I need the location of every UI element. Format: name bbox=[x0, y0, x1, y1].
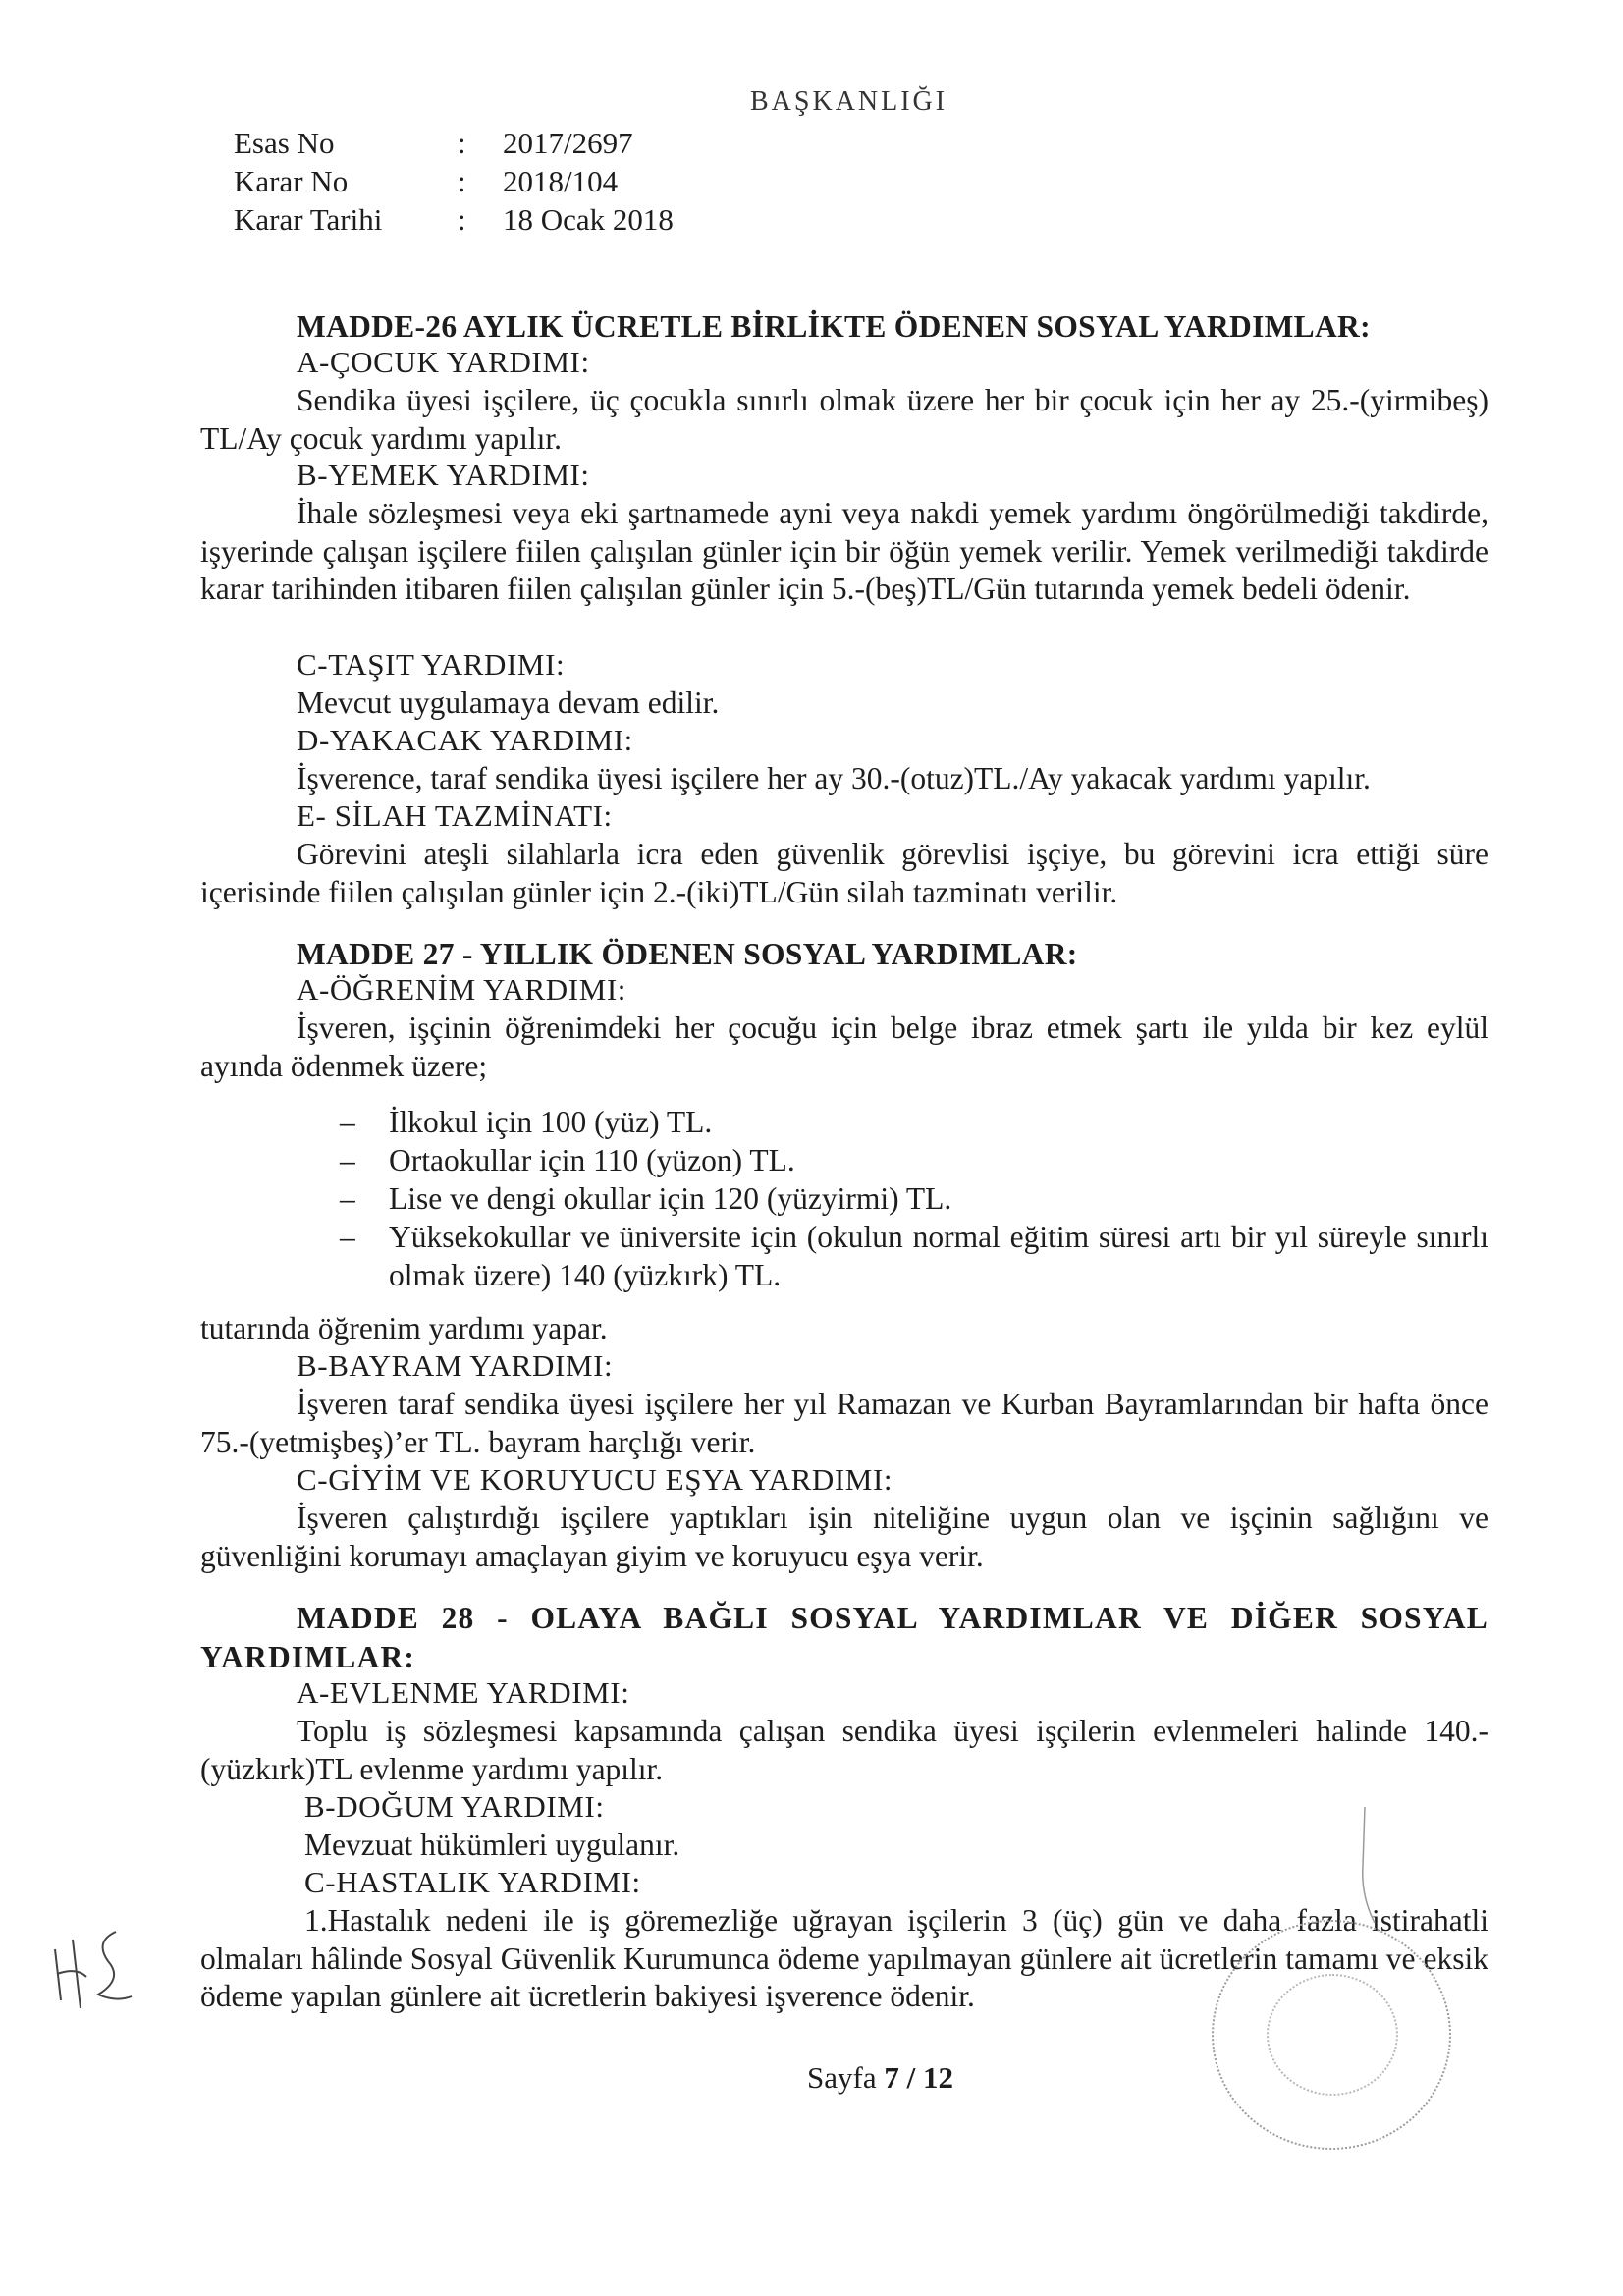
list-item bbox=[340, 1142, 1488, 1181]
madde26-c-text: Mevcut uygulamaya devam edilir. bbox=[297, 685, 720, 720]
list-item-text: Yüksekokullar ve üniversite için (okulun normal eğitim süresi artı bir yıl süreyle sınırlı olmak üzere) 140 (yüzkırk) TL. bbox=[389, 1220, 1488, 1292]
page-number bbox=[807, 2060, 953, 2096]
official-stamp-inner bbox=[1267, 1974, 1398, 2096]
madde27-a-text-content: İşveren, işçinin öğrenimdeki her çocuğu için belge ibraz etmek şartı ile yılda bir kez eylül ayında ödenmek üzere; bbox=[200, 1011, 1488, 1083]
madde28-a-title: A-EVLENME YARDIMI: bbox=[297, 1675, 630, 1710]
madde27-c-text bbox=[200, 1500, 1488, 1575]
list-dash: – bbox=[340, 1220, 355, 1254]
karar-row bbox=[234, 162, 744, 201]
tarih-colon: : bbox=[458, 202, 466, 237]
esas-label: Esas No bbox=[234, 126, 335, 160]
page-current: 7 bbox=[884, 2060, 899, 2095]
madde26-e-text-content: Görevini ateşli silahlarla icra eden güvenlik görevlisi işçiye, bu görevini icra ettiği süre içerisinde fiilen çalışılan günler için 2.-(iki)TL/Gün silah tazminatı verilir. bbox=[200, 837, 1488, 909]
karar-label: Karar No bbox=[234, 164, 349, 198]
esas-colon: : bbox=[458, 126, 466, 160]
madde28-c-text-content: 1.Hastalık nedeni ile iş göremezliğe uğrayan işçilerin 3 (üç) gün ve daha fazla istirahatli olmaları hâlinde Sosyal Güvenlik Kurumunca ödeme yapılmayan günlere ait ücretlerin tamamı ve eksik ödeme yapılan günlere ait ücretlerin bakiyesi işverence ödenir. bbox=[200, 1903, 1488, 2014]
esas-value: 2017/2697 bbox=[503, 126, 633, 160]
madde27-a-text bbox=[200, 1010, 1488, 1085]
karar-colon: : bbox=[458, 164, 466, 198]
esas-row bbox=[234, 124, 744, 163]
madde26-a-text-content: Sendika üyesi işçilere, üç çocukla sınırlı olmak üzere her bir çocuk için her ay 25.-(yirmibeş) TL/Ay çocuk yardımı yapılır. bbox=[200, 383, 1488, 456]
madde28-a-text-content: Toplu iş sözleşmesi kapsamında çalışan sendika üyesi işçilerin evlenmeleri halinde 140.-(yüzkırk)TL evlenme yardımı yapılır. bbox=[200, 1714, 1488, 1786]
list-item bbox=[340, 1180, 1488, 1220]
tarih-value: 18 Ocak 2018 bbox=[503, 202, 674, 237]
madde28-b-title: B-DOĞUM YARDIMI: bbox=[304, 1789, 605, 1824]
karar-value: 2018/104 bbox=[503, 164, 619, 198]
madde27-title: MADDE 27 - YILLIK ÖDENEN SOSYAL YARDIMLAR: bbox=[297, 937, 1078, 971]
madde26-e-title: E- SİLAH TAZMİNATI: bbox=[297, 798, 613, 833]
madde28-a-text bbox=[200, 1713, 1488, 1788]
madde27-list bbox=[340, 1104, 1488, 1300]
madde27-c-text-content: İşveren çalıştırdığı işçilere yaptıkları işin niteliğine uygun olan ve işçinin sağlığını ve güvenliğini korumayı amaçlayan giyim ve koruyucu eşya verir. bbox=[200, 1501, 1488, 1573]
page-sep: / bbox=[898, 2060, 923, 2095]
page-total: 12 bbox=[922, 2060, 953, 2095]
list-dash: – bbox=[340, 1181, 355, 1216]
list-item bbox=[340, 1104, 1488, 1143]
handwritten-initials bbox=[47, 1920, 145, 2018]
madde26-a-title: A-ÇOCUK YARDIMI: bbox=[297, 345, 590, 379]
madde26-e-text bbox=[200, 836, 1488, 911]
tarih-row bbox=[234, 200, 744, 240]
list-dash: – bbox=[340, 1143, 355, 1177]
page-prefix: Sayfa bbox=[807, 2060, 885, 2095]
case-info bbox=[234, 124, 744, 242]
list-item-text: Lise ve dengi okullar için 120 (yüzyirmi) TL. bbox=[389, 1181, 952, 1216]
list-dash: – bbox=[340, 1105, 355, 1139]
madde26-title: MADDE-26 AYLIK ÜCRETLE BİRLİKTE ÖDENEN SOSYAL YARDIMLAR: bbox=[297, 309, 1371, 344]
list-item bbox=[340, 1219, 1488, 1297]
madde27-c-title: C-GİYİM VE KORUYUCU EŞYA YARDIMI: bbox=[297, 1462, 893, 1497]
madde27-b-text-content: İşveren taraf sendika üyesi işçilere her yıl Ramazan ve Kurban Bayramlarından bir hafta önce 75.-(yetmişbeş)’er TL. bayram harçlığı verir. bbox=[200, 1387, 1488, 1459]
tarih-label: Karar Tarihi bbox=[234, 202, 383, 237]
header-top-label: BAŞKANLIĞI bbox=[750, 86, 948, 117]
madde26-a-text bbox=[200, 382, 1488, 458]
madde28-c-title: C-HASTALIK YARDIMI: bbox=[304, 1865, 641, 1899]
madde26-b-text bbox=[200, 495, 1488, 609]
list-item-text: Ortaokullar için 110 (yüzon) TL. bbox=[389, 1143, 795, 1177]
madde26-d-title: D-YAKACAK YARDIMI: bbox=[297, 723, 633, 757]
madde27-b-text bbox=[200, 1386, 1488, 1461]
madde28-title bbox=[200, 1599, 1488, 1677]
madde28-title-content: MADDE 28 - OLAYA BAĞLI SOSYAL YARDIMLAR VE DİĞER SOSYAL YARDIMLAR: bbox=[200, 1601, 1488, 1674]
madde26-b-text-content: İhale sözleşmesi veya eki şartnamede ayni veya nakdi yemek yardımı öngörülmediği takdirde, işyerinde çalışan işçilere fiilen çalışılan günler için bir öğün yemek verilir. Yemek verilmediği takdirde karar tarihinden itibaren fiilen çalışılan günler için 5.-(beş)TL/Gün tutarında yemek bedeli ödenir. bbox=[200, 496, 1488, 607]
madde27-a-tail: tutarında öğrenim yardımı yapar. bbox=[200, 1311, 608, 1345]
madde26-d-text: İşverence, taraf sendika üyesi işçilere her ay 30.-(otuz)TL./Ay yakacak yardımı yapılır. bbox=[297, 761, 1371, 795]
madde27-a-title: A-ÖĞRENİM YARDIMI: bbox=[297, 972, 626, 1007]
madde28-b-text: Mevzuat hükümleri uygulanır. bbox=[304, 1828, 680, 1862]
stamp-scribble bbox=[1335, 1807, 1394, 1925]
madde26-b-title: B-YEMEK YARDIMI: bbox=[297, 458, 590, 492]
list-item-text: İlkokul için 100 (yüz) TL. bbox=[389, 1105, 713, 1139]
madde26-c-title: C-TAŞIT YARDIMI: bbox=[297, 647, 566, 682]
madde27-b-title: B-BAYRAM YARDIMI: bbox=[297, 1348, 614, 1383]
